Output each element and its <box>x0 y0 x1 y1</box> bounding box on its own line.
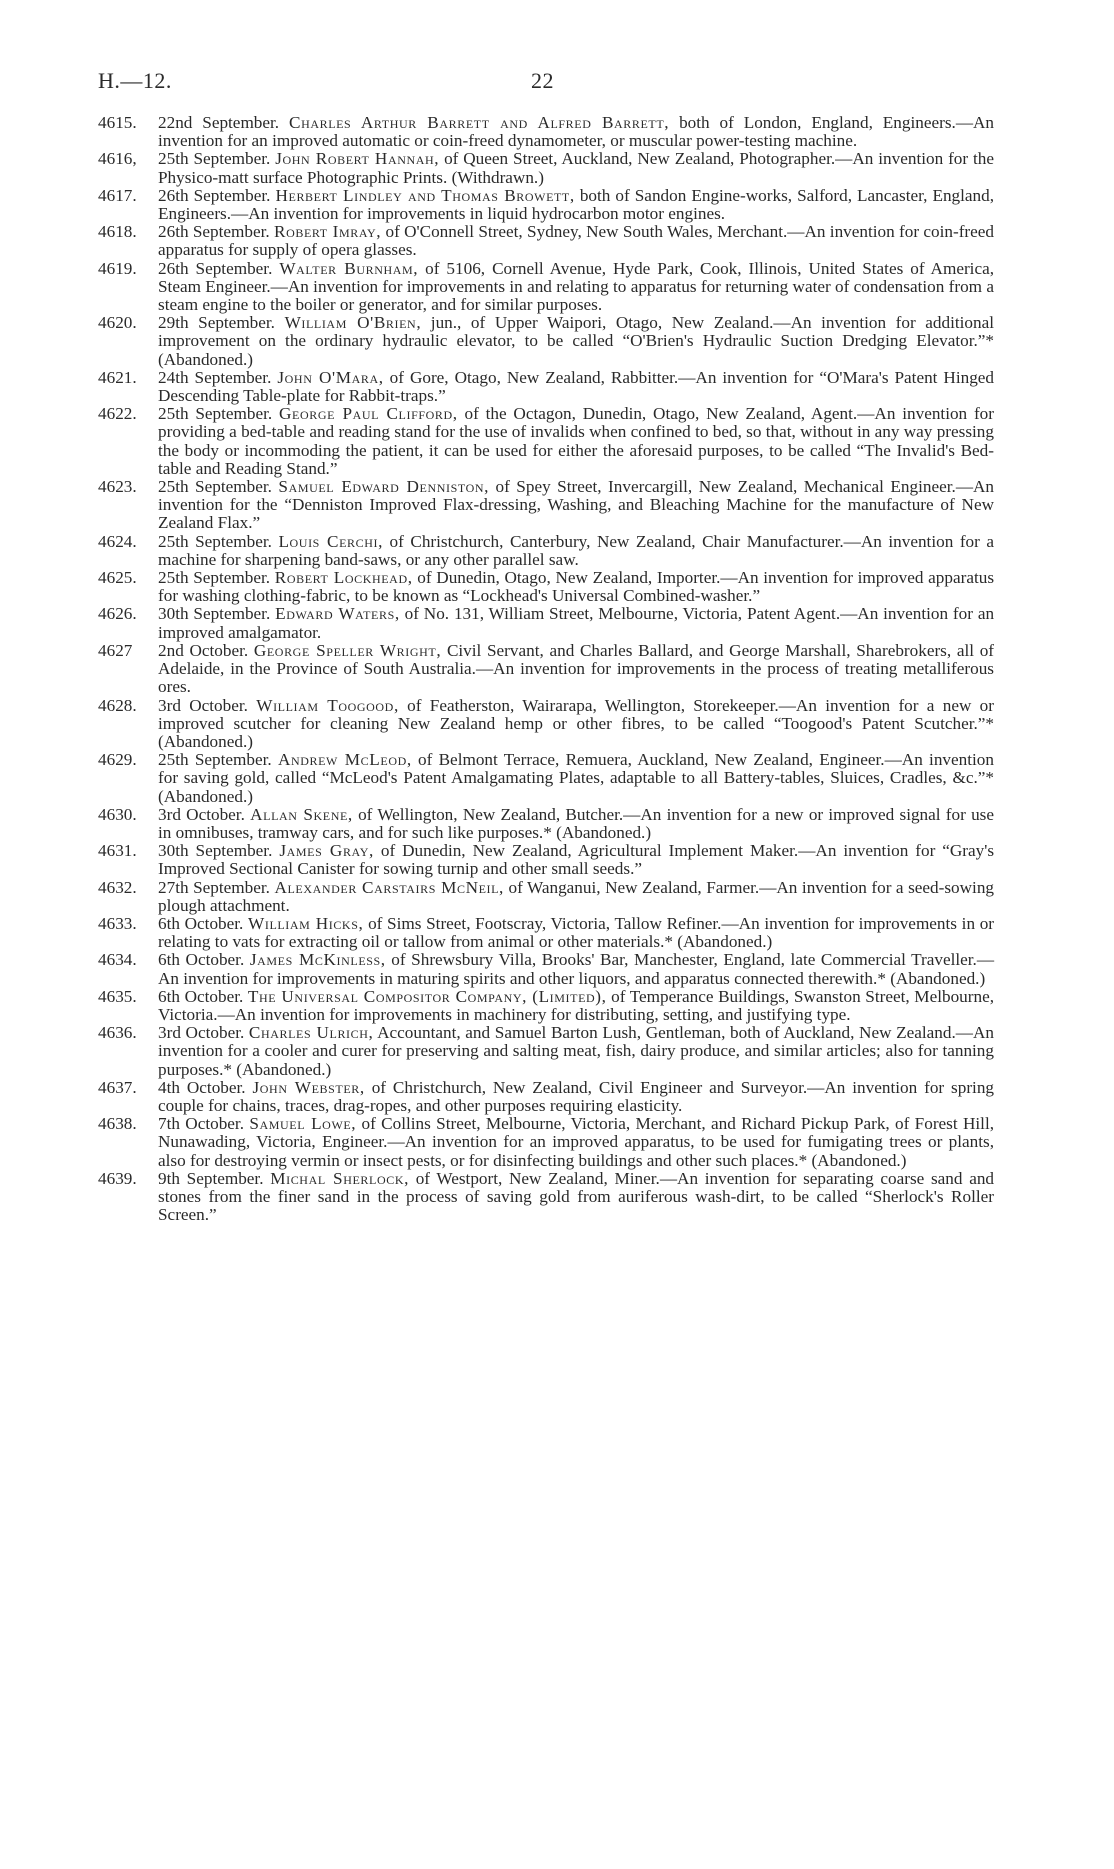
page-number: 22 <box>531 68 554 93</box>
patent-entry <box>98 1024 994 1079</box>
entry-applicants: John Webster, <box>252 1077 365 1097</box>
patent-entry <box>98 642 994 697</box>
patent-entry <box>98 405 994 478</box>
entry-description: Civil Servant, and Charles Ballard, and George Marshall, Sharebrokers, all of Adelaide, in the Province of South Australia.—An invention for improvements in the process of treating metalliferous ores. <box>158 640 995 697</box>
entry-date: 3rd October. <box>158 1023 245 1043</box>
entry-number: 4617. <box>98 185 137 205</box>
entry-date: 25th September. <box>158 477 272 497</box>
entry-description: of Featherston, Wairarapa, Wellington, Storekeeper.—An invention for a new or improved scutcher for cleaning New Zealand hemp or other fibres, to be called “Toogood's Patent Scutcher.”* (Abandoned.) <box>158 695 995 751</box>
entry-applicants: Samuel Edward Denniston, <box>278 477 489 497</box>
entry-date: 6th October. <box>158 986 244 1006</box>
patent-entry <box>98 1115 994 1170</box>
entry-number: 4619. <box>98 258 137 278</box>
entry-date: 25th September. <box>158 568 271 588</box>
entry-description: of Temperance Buildings, Swanston Street, Melbourne, Victoria.—An invention for improvements in machinery for distributing, setting, and justifying type. <box>158 986 995 1024</box>
patent-entry <box>98 260 994 315</box>
entry-date: 3rd October. <box>158 804 245 824</box>
entry-date: 3rd October. <box>158 695 248 715</box>
entry-number: 4627 <box>98 640 133 660</box>
patent-entry <box>98 988 994 1024</box>
entry-date: 4th October. <box>158 1077 246 1097</box>
patent-entry <box>98 951 994 987</box>
entry-description: of O'Connell Street, Sydney, New South Wales, Merchant.—An invention for coin-freed apparatus for supply of opera glasses. <box>158 222 994 260</box>
entry-date: 22nd September. <box>158 113 280 132</box>
entry-number: 4633. <box>98 913 137 933</box>
patent-entry <box>98 314 994 369</box>
entry-applicants: George Speller Wright, <box>253 640 442 660</box>
entry-number: 4623. <box>98 477 137 497</box>
entry-date: 30th September. <box>158 841 273 861</box>
entry-applicants: John O'Mara, <box>277 367 384 387</box>
entry-number: 4618. <box>98 222 137 242</box>
entry-number: 4637. <box>98 1077 137 1097</box>
entry-description: Accountant, and Samuel Barton Lush, Gentleman, both of Auckland, New Zealand.—An invention for a cooler and curer for preserving and salting meat, fish, dairy produce, and similar articles; also for tanning purposes.* (Abandoned.) <box>158 1023 994 1079</box>
entry-date: 26th September. <box>158 185 271 205</box>
entry-applicants: Michal Sherlock, <box>270 1168 409 1188</box>
entry-number: 4631. <box>98 841 137 861</box>
entry-number: 4639. <box>98 1168 137 1188</box>
entry-date: 26th September. <box>158 258 273 278</box>
entry-applicants: Alexander Carstairs McNeil, <box>274 877 504 897</box>
entry-applicants: Robert Imray, <box>274 222 382 242</box>
entry-number: 4629. <box>98 750 137 770</box>
paper-reference: H.—12. <box>98 68 172 93</box>
entry-applicants: John Robert Hannah, <box>275 149 440 169</box>
entry-description: of the Octagon, Dunedin, Otago, New Zealand, Agent.—An invention for providing a bed-table and reading stand for the use of invalids when confined to bed, so that, without in any way pressing the body or incommoding the patient, it can be used for either the aforesaid purposes, to be called “The Invalid's Bed-table and Reading Stand.” <box>158 404 995 478</box>
entry-description: of Christchurch, New Zealand, Civil Engineer and Surveyor.—An invention for spring couple for chains, traces, drag-ropes, and other purposes requiring elasticity. <box>158 1077 995 1115</box>
entry-applicants: Samuel Lowe, <box>249 1114 357 1134</box>
patent-entry <box>98 842 994 878</box>
patent-entry <box>98 187 994 223</box>
entry-applicants: James McKinless, <box>249 950 386 970</box>
entry-applicants: Edward Waters, <box>275 604 400 624</box>
patent-entry <box>98 605 994 641</box>
entry-date: 24th September. <box>158 367 272 387</box>
patent-entry <box>98 478 994 533</box>
entry-number: 4636. <box>98 1023 137 1043</box>
entry-applicants: William Toogood, <box>256 695 399 715</box>
patent-entry <box>98 697 994 752</box>
entry-number: 4626. <box>98 604 137 624</box>
entry-description: of No. 131, William Street, Melbourne, Victoria, Patent Agent.—An invention for an improved amalgamator. <box>158 604 995 642</box>
entry-date: 9th September. <box>158 1168 264 1188</box>
entry-number: 4634. <box>98 950 137 970</box>
patent-entry <box>98 114 994 150</box>
entry-description: both of London, England, Engineers.—An invention for an improved automatic or coin-freed dynamometer, or muscular power-testing machine. <box>158 113 995 151</box>
entry-applicants: James Gray, <box>279 841 374 861</box>
entry-date: 25th September. <box>158 149 271 169</box>
entry-date: 29th September. <box>158 313 275 333</box>
patent-entry <box>98 369 994 405</box>
entry-applicants: The Universal Compositor Company, (Limited), <box>247 986 607 1006</box>
entry-applicants: William Hicks, <box>248 913 364 933</box>
entry-date: 30th September. <box>158 604 271 624</box>
page-header <box>98 68 1016 98</box>
entry-number: 4635. <box>98 986 137 1006</box>
entry-number: 4625. <box>98 568 137 588</box>
entry-date: 27th September. <box>158 877 270 897</box>
entry-applicants: Robert Lockhead, <box>274 568 413 588</box>
entry-number: 4620. <box>98 313 137 333</box>
entry-applicants: George Paul Clifford, <box>279 404 458 424</box>
entry-date: 25th September. <box>158 531 272 551</box>
entry-description: of Shrewsbury Villa, Brooks' Bar, Manchester, England, late Commercial Traveller.—An invention for improvements in maturing spirits and other liquors, and apparatus connected therewith.* (Abandoned.) <box>158 950 995 988</box>
entry-date: 25th September. <box>158 750 272 770</box>
entry-description: of Wellington, New Zealand, Butcher.—An invention for a new or improved signal for use in omnibuses, tramway cars, and for such like purposes.* (Abandoned.) <box>158 804 995 842</box>
entry-number: 4624. <box>98 531 137 551</box>
entry-description: of 5106, Cornell Avenue, Hyde Park, Cook, Illinois, United States of America, Steam Engineer.—An invention for improvements in and relating to apparatus for returning water of condensation from a steam engine to the boiler or generator, and for similar purposes. <box>158 258 995 315</box>
entry-applicants: Charles Arthur Barrett and Alfred Barrett, <box>289 113 670 132</box>
entry-description: of Sims Street, Footscray, Victoria, Tallow Refiner.—An invention for improvements in or relating to vats for extracting oil or tallow from animal or other materials.* (Abandoned.) <box>158 913 995 952</box>
entry-number: 4628. <box>98 695 137 715</box>
entry-number: 4616, <box>98 149 137 169</box>
entry-description: jun., of Upper Waipori, Otago, New Zealand.—An invention for additional improvement on the ordinary hydraulic elevator, to be called “O'Brien's Hydraulic Suction Dredging Elevator.”* (Abandoned.) <box>158 313 995 369</box>
entry-number: 4621. <box>98 367 137 387</box>
patent-entry <box>98 806 994 842</box>
entry-description: of Queen Street, Auckland, New Zealand, Photographer.—An invention for the Physico-matt surface Photographic Prints. (Withdrawn.) <box>158 149 994 187</box>
entry-number: 4622. <box>98 404 137 424</box>
entry-date: 2nd October. <box>158 640 249 660</box>
entry-description: of Dunedin, Otago, New Zealand, Importer.—An invention for improved apparatus for washing clothing-fabric, to be known as “Lockhead's Universal Combined-washer.” <box>158 568 995 606</box>
entry-description: of Christchurch, Canterbury, New Zealand, Chair Manufacturer.—An invention for a machine for sharpening band-saws, or any other parallel saw. <box>158 531 994 569</box>
entry-description: of Spey Street, Invercargill, New Zealand, Mechanical Engineer.—An invention for the “Denniston Improved Flax-dressing, Washing, and Bleaching Machine for the manufacture of New Zealand Flax.” <box>158 477 995 533</box>
patent-entry <box>98 915 994 951</box>
entry-date: 7th October. <box>158 1114 244 1134</box>
entry-applicants: Herbert Lindley and Thomas Browett, <box>275 185 575 205</box>
entry-number: 4630. <box>98 804 137 824</box>
patent-entry <box>98 533 994 569</box>
entry-applicants: Charles Ulrich, <box>248 1023 374 1043</box>
patent-entry <box>98 150 994 186</box>
entry-date: 6th October. <box>158 913 244 933</box>
entry-applicants: Walter Burnham, <box>279 258 419 278</box>
entry-description: of Wanganui, New Zealand, Farmer.—An invention for a seed-sowing plough attachment. <box>158 877 995 915</box>
patent-entry <box>98 879 994 915</box>
entry-number: 4632. <box>98 877 137 897</box>
entry-date: 6th October. <box>158 950 245 970</box>
entry-description: of Gore, Otago, New Zealand, Rabbitter.—An invention for “O'Mara's Patent Hinged Descending Table-plate for Rabbit-traps.” <box>158 367 995 406</box>
entry-description: of Dunedin, New Zealand, Agricultural Implement Maker.—An invention for “Gray's Improved Sectional Canister for sowing turnip and other small seeds.” <box>158 841 995 879</box>
entry-applicants: William O'Brien, <box>284 313 422 333</box>
patent-entry <box>98 223 994 259</box>
entry-number: 4615. <box>98 113 137 132</box>
entry-description: of Westport, New Zealand, Miner.—An invention for separating coarse sand and stones from the finer sand in the process of saving gold from auriferous wash-dirt, to be called “Sherlock's Roller Screen.” <box>158 1168 995 1225</box>
entry-number: 4638. <box>98 1114 137 1134</box>
entry-applicants: Allan Skene, <box>250 804 353 824</box>
entry-applicants: Andrew McLeod, <box>277 750 412 770</box>
patent-entry <box>98 569 994 605</box>
entry-description: both of Sandon Engine-works, Salford, Lancaster, England, Engineers.—An invention for improvements in liquid hydrocarbon motor engines. <box>158 185 995 224</box>
entry-description: of Collins Street, Melbourne, Victoria, Merchant, and Richard Pickup Park, of Forest Hill, Nunawading, Victoria, Engineer.—An invention for an improved apparatus, to be used for fumigating trees or plants, also for destroying vermin or insect pests, or for disinfecting buildings and other such places.* (Abandoned.) <box>158 1114 995 1170</box>
entry-applicants: Louis Cerchi, <box>278 531 384 551</box>
patent-entry <box>98 1079 994 1115</box>
entry-date: 25th September. <box>158 404 273 424</box>
patent-entry <box>98 1170 994 1225</box>
patent-entries-list <box>98 114 994 1224</box>
patent-entry <box>98 751 994 806</box>
entry-date: 26th September. <box>158 222 270 242</box>
entry-description: of Belmont Terrace, Remuera, Auckland, New Zealand, Engineer.—An invention for saving gold, called “McLeod's Patent Amalgamating Plates, adaptable to all Battery-tables, Sluices, Cradles, &c.”* (Abandoned.) <box>158 750 994 806</box>
